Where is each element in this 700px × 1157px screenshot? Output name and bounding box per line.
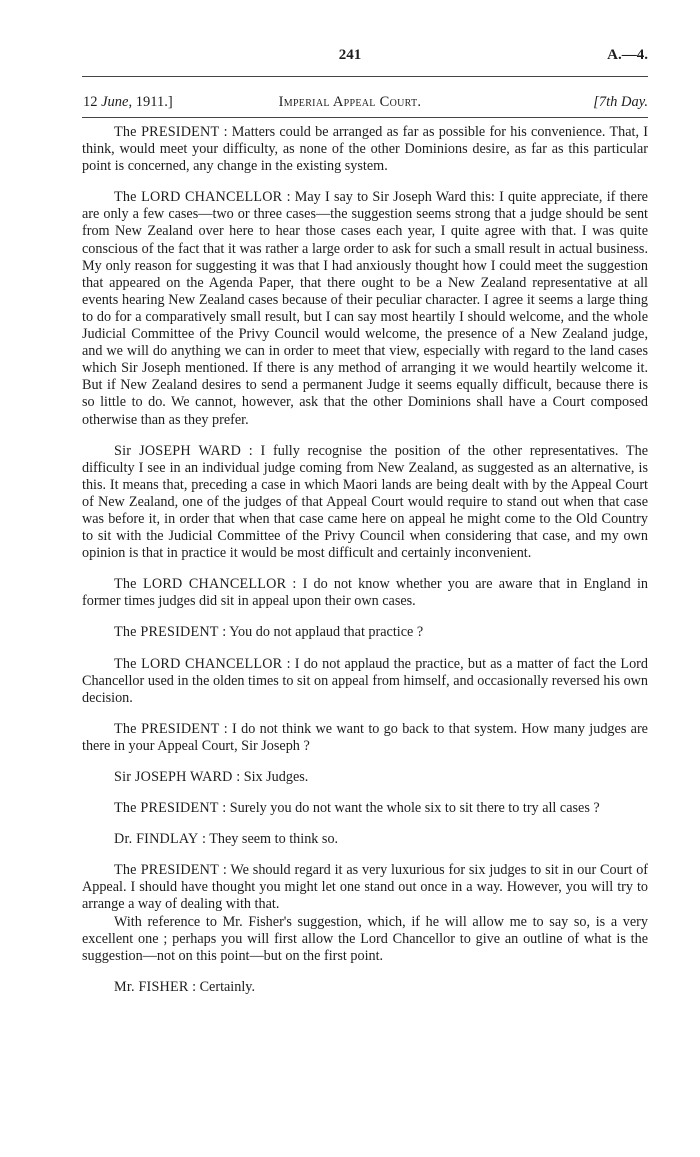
date-month: June [101, 94, 129, 110]
header-rule-bottom [82, 117, 648, 118]
paragraph-text: You do not applaud that practice ? [229, 624, 424, 641]
speaker: The PRESIDENT [114, 124, 220, 140]
paragraph-text: We should regard it as very luxurious for six judges to sit in our Court of Appeal. I should have thought you might let one stand out once in a way. However, you will try to arrange a way of dealing with that. [82, 862, 649, 913]
paragraph-text: Surely you do not want the whole six to sit there to try all cases ? [229, 800, 600, 817]
paragraph-text: I do not know whether you are aware that in England in former times judges did sit in appeal upon their own cases. [82, 576, 648, 610]
speaker: The PRESIDENT [114, 862, 219, 879]
paragraph: The PRESIDENT : We should regard it as very luxurious for six judges to sit in our Court of Appeal. I should have thought you might let one stand out once in a way. However, you will try to arrange a way of dealing with that. [82, 862, 649, 913]
paragraph-text: Matters could be arranged as far as possible for his convenience. That, I think, would meet your difficulty, as none of the other Dominions desire, as far as this particular point is concerned, any change in the existing system. [82, 124, 648, 175]
speaker: The PRESIDENT [114, 720, 220, 737]
speaker: The PRESIDENT [114, 800, 219, 817]
speaker: The LORD CHANCELLOR [114, 189, 283, 206]
speaker: The LORD CHANCELLOR [114, 576, 287, 593]
transcript-body [82, 124, 648, 1010]
speaker: Sir JOSEPH WARD [114, 442, 242, 459]
paragraph: The PRESIDENT : Matters could be arranged as far as possible for his convenience. That, I think, would meet your difficulty, as none of the other Dominions desire, as far as this particular point is concerned, any change in the existing system. [82, 124, 648, 175]
speaker: The LORD CHANCELLOR [114, 655, 283, 672]
date-day: 12 [83, 94, 98, 110]
header-rule-top [82, 76, 648, 77]
paragraph: Dr. FINDLAY : They seem to think so. [114, 831, 339, 848]
paragraph: Mr. FISHER : Certainly. [114, 978, 255, 995]
paragraph: The PRESIDENT : Surely you do not want the whole six to sit there to try all cases ? [114, 800, 600, 817]
paragraph: Sir JOSEPH WARD : Six Judges. [114, 769, 309, 785]
paragraph: The PRESIDENT : You do not applaud that practice ? [114, 624, 424, 641]
paragraph-text: Six Judges. [243, 769, 309, 785]
paragraph-text: Certainly. [199, 978, 255, 995]
paragraph: The LORD CHANCELLOR : I do not know whether you are aware that in England in former times judges did sit in appeal upon their own cases. [82, 576, 648, 610]
paragraph-text: I fully recognise the position of the other representatives. The difficulty I see in an individual judge coming from New Zealand, as suggested as an alternative, is this. It means that, preceding a case in which Maori lands are being dealt with by the Appeal Court of New Zealand, one of the judges of that Appeal Court would require to stand out when that case was before it, in order that when that case came here on appeal he might come to the Old Country to sit with the Judicial Committee of the Privy Council when considering that case, and my own opinion is that in practice it would be most difficult and certainly inconvenient. [82, 442, 648, 562]
speaker: Mr. FISHER [114, 978, 189, 995]
paragraph: Sir JOSEPH WARD : I fully recognise the position of the other representatives. The difficulty I see in an individual judge coming from New Zealand, as suggested as an alternative, is this. It means that, preceding a case in which Maori lands are being dealt with by the Appeal Court of New Zealand, one of the judges of that Appeal Court would require to stand out when that case was before it, in order that when that case came here on appeal he might come to the Old Country to sit with the Judicial Committee of the Privy Council when considering that case, and my own opinion is that in practice it would be most difficult and certainly inconvenient. [82, 442, 648, 562]
date-year: , 1911.] [128, 94, 173, 110]
paragraph-text: With reference to Mr. Fisher's suggestion, which, if he will allow me to say so, is a very excellent one ; perhaps you will first allow the Lord Chancellor to give an outline of what is the suggestion—not on this point—but on the first point. [82, 913, 648, 964]
paragraph: The PRESIDENT : I do not think we want to go back to that system. How many judges are there in your Appeal Court, Sir Joseph ? [82, 720, 648, 754]
paragraph [82, 914, 648, 965]
paragraph-text: I do not think we want to go back to that system. How many judges are there in your Appeal Court, Sir Joseph ? [82, 720, 648, 754]
paragraph-text: They seem to think so. [209, 831, 339, 848]
page-number: 241 [338, 47, 362, 63]
paragraph: The LORD CHANCELLOR : I do not applaud the practice, but as a matter of fact the Lord Chancellor used in the olden times to sit on appeal from himself, and occasionally reversed his own decision. [82, 655, 648, 706]
speaker: Dr. FINDLAY [114, 831, 199, 848]
day-label: [7th Day. [593, 94, 648, 110]
paragraph-text: I do not applaud the practice, but as a matter of fact the Lord Chancellor used in the olden times to sit on appeal from himself, and occasionally reversed his own decision. [82, 655, 648, 706]
running-title: Imperial Appeal Court. [278, 94, 422, 110]
speaker: Sir JOSEPH WARD [114, 769, 233, 785]
paragraph: The LORD CHANCELLOR : May I say to Sir Joseph Ward this: I quite appreciate, if there are only a few cases—two or three cases—the suggestion seems strong that a judge should be sent from New Zealand over here to hear those cases each year, I quite agree with that. I was quite conscious of the fact that it was rather a large order to ask for such a small result in actual business. My only reason for suggesting it was that I had anxiously thought how I could meet the suggestion that appeared on the Agenda Paper, that there ought to be a New Zealand representative at all events hearing New Zealand cases because of their peculiar character. I agree it seems a large thing to do for a comparatively small result, but I can say most heartily I should welcome, and the whole Judicial Committee of the Privy Council would welcome, the presence of a New Zealand judge, and we will do anything we can in order to meet that view, especially with regard to the land cases which Sir Joseph mentioned. If there is any method of arranging it we would heartily welcome it. But if New Zealand desires to send a permanent Judge it seems equally difficult, because there is so little to do. We cannot, however, ask that the other Dominions shall have a Court composed otherwise than as they prefer. [82, 189, 648, 428]
paragraph-text: May I say to Sir Joseph Ward this: I quite appreciate, if there are only a few cases—two or three cases—the suggestion seems strong that a judge should be sent from New Zealand over here to hear those cases each year, I quite agree with that. I was quite conscious of the fact that it was rather a large order to ask for such a small result in actual business. My only reason for suggesting it was that I had anxiously thought how I could meet the suggestion that appeared on the Agenda Paper, that there ought to be a New Zealand representative at all events hearing New Zealand cases because of their peculiar character. I agree it seems a large thing to do for a comparatively small result, but I can say most heartily I should welcome, and the whole Judicial Committee of the Privy Council would welcome, the presence of a New Zealand judge, and we will do anything we can in order to meet that view, especially with regard to the land cases which Sir Joseph mentioned. If there is any method of arranging it we would heartily welcome it. But if New Zealand desires to send a permanent Judge it seems equally difficult, because there is so little to do. We cannot, however, ask that the other Dominions shall have a Court composed otherwise than as they prefer. [82, 189, 648, 428]
speaker: The PRESIDENT [114, 624, 219, 641]
document-code: A.—4. [607, 47, 648, 63]
